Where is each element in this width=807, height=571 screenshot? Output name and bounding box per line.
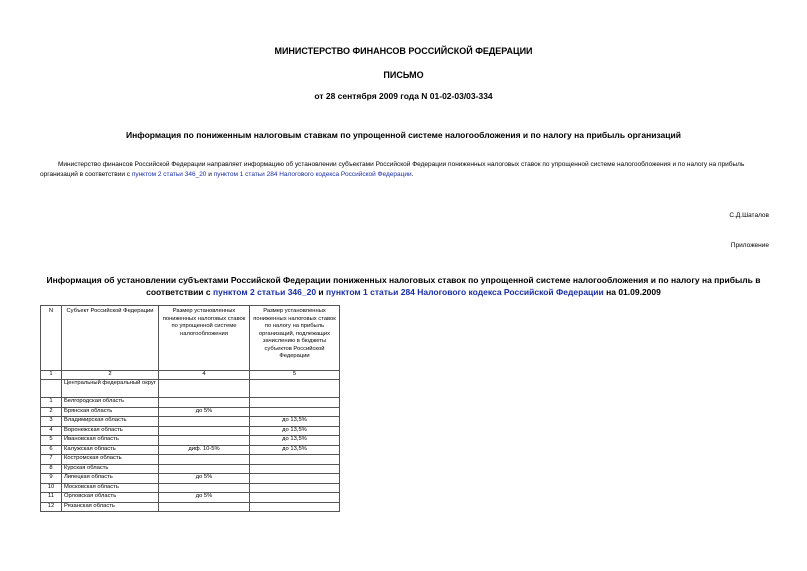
table-row — [41, 464, 340, 474]
header-region: Субъект Российской Федерации — [62, 306, 159, 371]
profit-rate — [250, 398, 340, 408]
region-name: Московская область — [62, 483, 159, 493]
letter-body — [40, 160, 770, 180]
profit-rate — [250, 407, 340, 417]
table-row — [41, 455, 340, 465]
table-row — [41, 474, 340, 484]
appendix-title-end: на 01.09.2009 — [603, 287, 661, 297]
row-number: 1 — [41, 398, 62, 408]
column-number: 2 — [62, 371, 159, 380]
region-name: Курская область — [62, 464, 159, 474]
usn-rate — [159, 398, 250, 408]
row-number: 12 — [41, 502, 62, 512]
usn-rate — [159, 483, 250, 493]
row-number: 5 — [41, 436, 62, 446]
body-text-start: Министерство финансов Российской Федерации направляет информацию об установлении субъектами Российской Федерации пониженных налоговых ставок по упрощенной системе налогообложения и по налогу на прибыль организаций в соответствии с — [40, 161, 745, 178]
row-number: 8 — [41, 464, 62, 474]
region-name: Липецкая область — [62, 474, 159, 484]
region-name: Орловская область — [62, 493, 159, 503]
region-name: Рязанская область — [62, 502, 159, 512]
profit-rate: до 13,5% — [250, 445, 340, 455]
profit-rate — [250, 455, 340, 465]
usn-rate: до 5% — [159, 407, 250, 417]
region-name: Владимирская область — [62, 417, 159, 427]
appendix-title — [40, 274, 767, 298]
table-row — [41, 445, 340, 455]
usn-rate: до 5% — [159, 474, 250, 484]
column-number: 5 — [250, 371, 340, 380]
header-number: N — [41, 306, 62, 371]
header-profit-rate: Размер установленных пониженных налоговых ставок по налогу на прибыль организаций, подлежащих зачислению в бюджеты субъектов Российской Федерации — [250, 306, 340, 371]
region-name: Ивановская область — [62, 436, 159, 446]
usn-rate — [159, 426, 250, 436]
usn-rate: до 5% — [159, 493, 250, 503]
link-art-346-20[interactable]: пунктом 2 статьи 346_20 — [131, 171, 207, 178]
table-row — [41, 502, 340, 512]
group-number-cell — [41, 380, 62, 398]
appendix-link-art-284[interactable]: пунктом 1 статьи 284 Налогового кодекса Российской Федерации — [326, 287, 604, 297]
group-usn-cell — [159, 380, 250, 398]
document-type: ПИСЬМО — [383, 70, 424, 80]
column-number: 1 — [41, 371, 62, 380]
usn-rate — [159, 417, 250, 427]
table-row — [41, 407, 340, 417]
appendix-label: Приложение — [730, 242, 769, 249]
profit-rate: до 13,5% — [250, 436, 340, 446]
table-row — [41, 398, 340, 408]
profit-rate: до 13,5% — [250, 417, 340, 427]
table-group-row — [41, 380, 340, 398]
column-number: 4 — [159, 371, 250, 380]
usn-rate — [159, 502, 250, 512]
usn-rate — [159, 436, 250, 446]
signature: С.Д.Шаталов — [729, 212, 769, 219]
row-number: 4 — [41, 426, 62, 436]
row-number: 7 — [41, 455, 62, 465]
table-row — [41, 483, 340, 493]
table-header-row — [41, 306, 340, 371]
profit-rate — [250, 493, 340, 503]
profit-rate — [250, 502, 340, 512]
row-number: 9 — [41, 474, 62, 484]
appendix-link-art-346-20[interactable]: пунктом 2 статьи 346_20 — [212, 287, 317, 297]
table-row — [41, 436, 340, 446]
usn-rate — [159, 464, 250, 474]
table-row — [41, 426, 340, 436]
table-body — [41, 398, 340, 512]
rates-table — [40, 305, 340, 512]
appendix-title-mid: и — [316, 287, 327, 297]
column-number-row — [41, 371, 340, 380]
profit-rate: до 13,5% — [250, 426, 340, 436]
profit-rate — [250, 464, 340, 474]
body-text-mid: и — [206, 171, 214, 178]
region-name: Белгородская область — [62, 398, 159, 408]
header-usn-rate: Размер установленных пониженных налоговых ставок по упрощенной системе налогообложения — [159, 306, 250, 371]
link-art-284[interactable]: пунктом 1 статьи 284 Налогового кодекса Российской Федерации — [213, 171, 412, 178]
body-text-end: . — [411, 171, 414, 178]
group-profit-cell — [250, 380, 340, 398]
group-label: Центральный федеральный округ — [62, 380, 159, 398]
table-row — [41, 493, 340, 503]
usn-rate — [159, 455, 250, 465]
ministry-name: МИНИСТЕРСТВО ФИНАНСОВ РОССИЙСКОЙ ФЕДЕРАЦИИ — [274, 46, 533, 56]
row-number: 10 — [41, 483, 62, 493]
appendix-title-start: Информация об установлении субъектами Российской Федерации пониженных налоговых ставок по упрощенной системе налогообложения и по налогу на прибыль в соответствии с — [46, 275, 761, 297]
region-name: Калужская область — [62, 445, 159, 455]
row-number: 6 — [41, 445, 62, 455]
letter-subject: Информация по пониженным налоговым ставкам по упрощенной системе налогообложения и по налогу на прибыль организаций — [126, 130, 681, 140]
table-row — [41, 417, 340, 427]
row-number: 2 — [41, 407, 62, 417]
profit-rate — [250, 474, 340, 484]
region-name: Воронежская область — [62, 426, 159, 436]
document-date: от 28 сентября 2009 года N 01-02-03/03-334 — [314, 91, 493, 101]
region-name: Костромская область — [62, 455, 159, 465]
row-number: 3 — [41, 417, 62, 427]
region-name: Брянская область — [62, 407, 159, 417]
row-number: 11 — [41, 493, 62, 503]
usn-rate: диф. 10-5% — [159, 445, 250, 455]
profit-rate — [250, 483, 340, 493]
